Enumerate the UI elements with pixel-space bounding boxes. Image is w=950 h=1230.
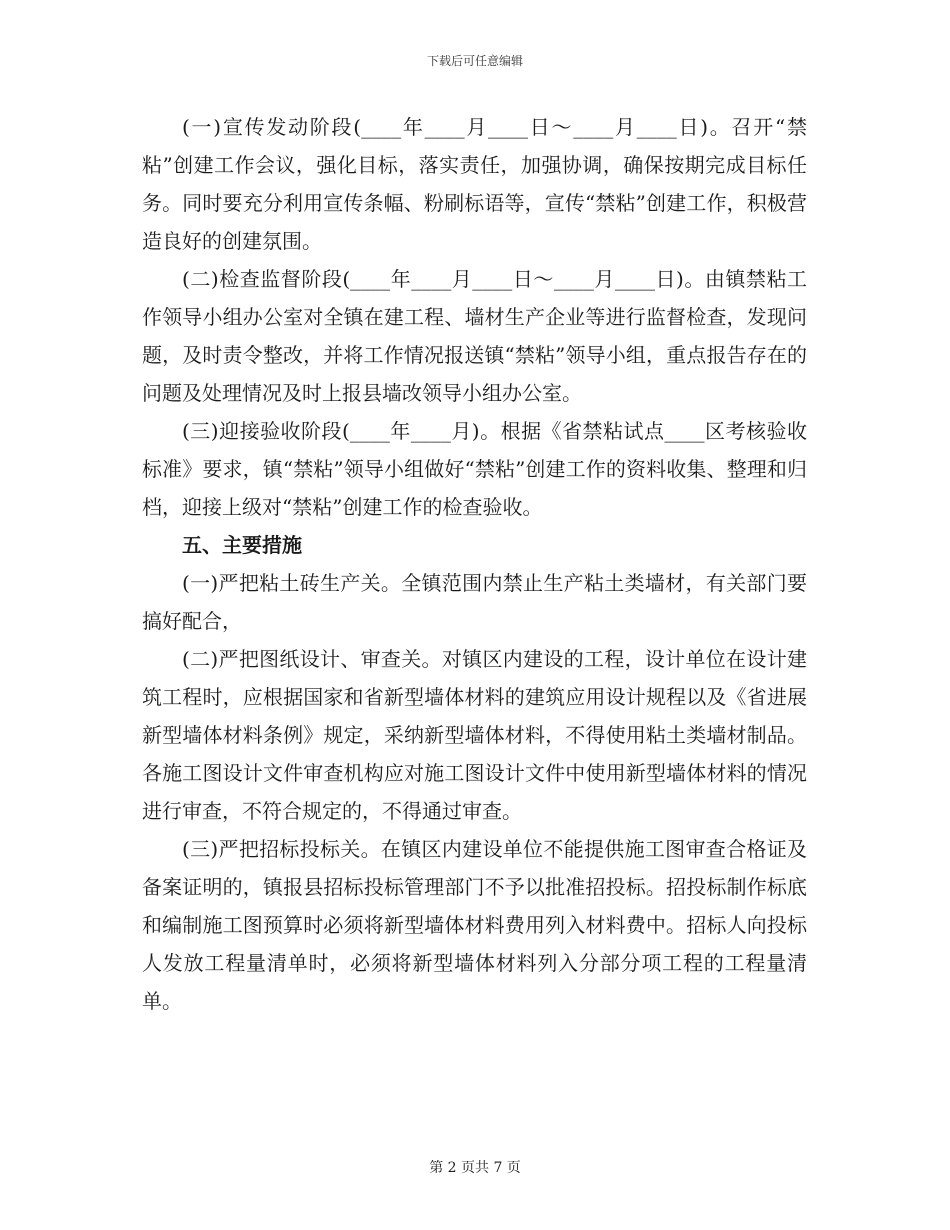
- paragraph-publicity-stage: (一)宣传发动阶段(____年____月____日～____月____日)。召开“禁粘”创建工作会议，强化目标，落实责任，加强协调，确保按期完成目标任务。同时要充分利用宣传条幅、粉刷标语等，宣传“禁粘”创建工作，积极营造良好的创建氛围。: [142, 115, 807, 253]
- page-header: 下载后可任意编辑: [426, 54, 523, 68]
- paragraph-inspection-stage: (二)检查监督阶段(____年____月____日～____月____日)。由镇禁粘工作领导小组办公室对全镇在建工程、墙材生产企业等进行监督检查，发现问题，及时责令整改，并将工作情况报送镇“禁粘”领导小组，重点报告存在的问题及处理情况及时上报县墙改领导小组办公室。: [142, 267, 807, 405]
- paragraph-measure-bidding: (三)严把招标投标关。在镇区内建设单位不能提供施工图审查合格证及备案证明的，镇报县招标投标管理部门不予以批准招投标。招投标制作标底和编制施工图预算时必须将新型墙体材料费用列入材料费中。招标人向投标人发放工程量清单时，必须将新型墙体材料列入分部分项工程的工程量清单。: [142, 837, 807, 1013]
- document-body: [142, 108, 807, 1020]
- paragraph-measure-brick-production: (一)严把粘土砖生产关。全镇范围内禁止生产粘土类墙材，有关部门要搞好配合，: [142, 571, 807, 633]
- paragraph-acceptance-stage: (三)迎接验收阶段(____年____月)。根据《省禁粘试点____区考核验收标准》要求，镇“禁粘”领导小组做好“禁粘”创建工作的资料收集、整理和归档，迎接上级对“禁粘”创建工作的检查验收。: [142, 419, 807, 519]
- paragraph-measure-design-review: (二)严把图纸设计、审查关。对镇区内建设的工程，设计单位在设计建筑工程时，应根据国家和省新型墙体材料的建筑应用设计规程以及《省进展新型墙体材料条例》规定，采纳新型墙体材料，不得使用粘土类墙材制品。各施工图设计文件审查机构应对施工图设计文件中使用新型墙体材料的情况进行审查，不符合规定的，不得通过审查。: [142, 647, 807, 823]
- section-heading-main-measures: 五、主要措施: [182, 533, 302, 557]
- page-number: 第 2 页共 7 页: [429, 1160, 521, 1176]
